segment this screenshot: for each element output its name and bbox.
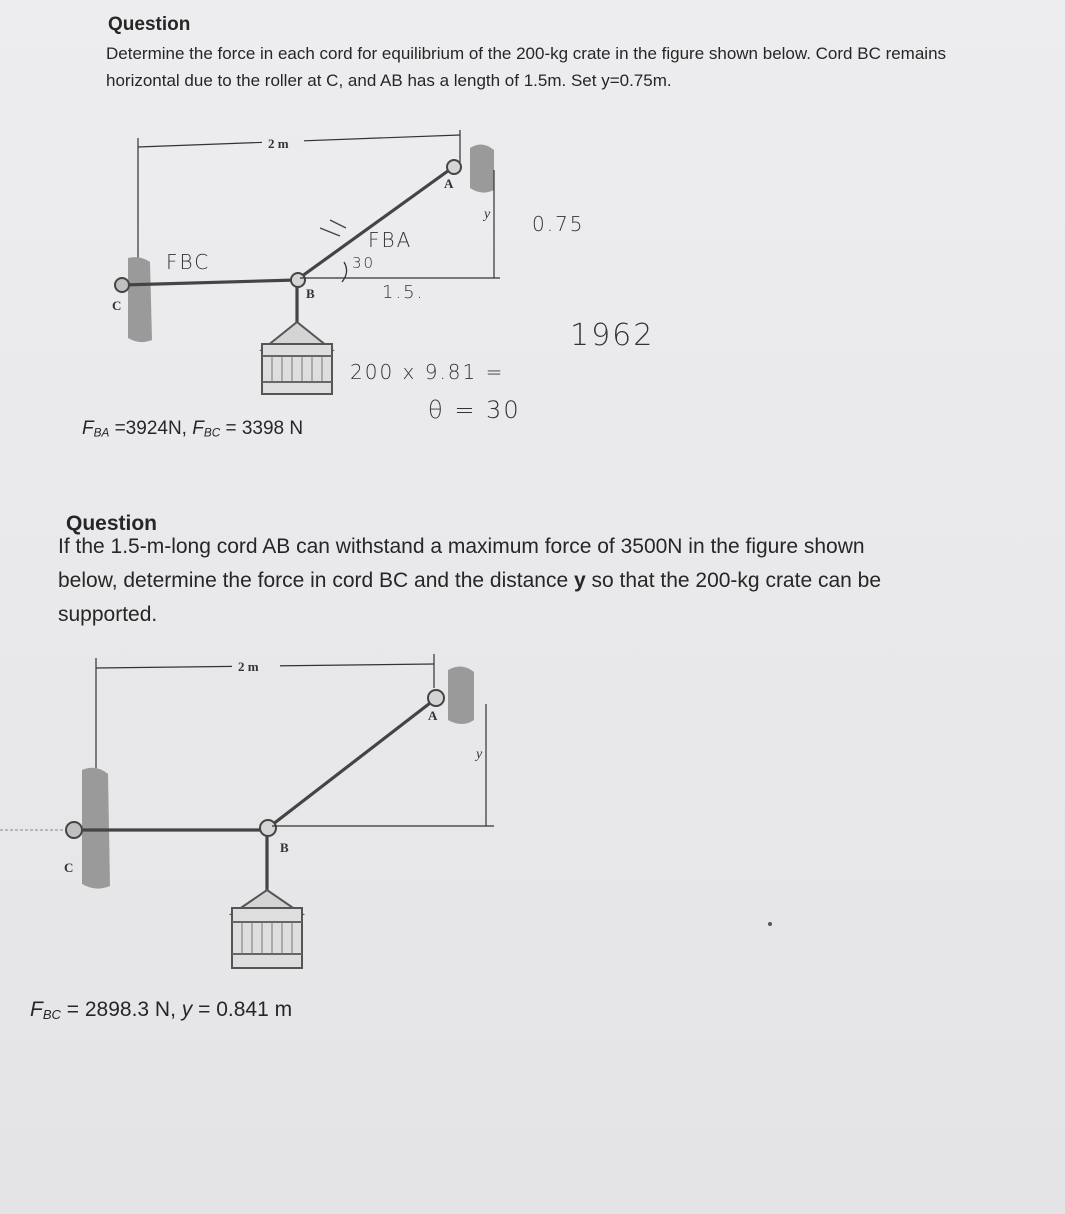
dimension-label: 2 m <box>268 136 289 151</box>
speck <box>768 922 772 926</box>
scribble <box>320 220 346 236</box>
fbc-subscript: BC <box>42 1006 61 1022</box>
label-y: y <box>476 747 483 762</box>
question-1-body: Determine the force in each cord for equilibrium of the 200-kg crate in the figure shown below. Cord BC remains horizontal due to the roller at C, and AB has a length of 1.5m. Set y=0.75m. <box>106 44 947 90</box>
question-1-title: Question <box>108 14 191 35</box>
question-2-body <box>58 530 1048 632</box>
figure-2 <box>0 640 1065 1000</box>
label-a: A <box>428 708 438 723</box>
question-2-line-3: supported. <box>58 603 158 626</box>
line-2-pre: below, determine the force in cord BC and the distance <box>58 569 574 592</box>
question-1-answer <box>82 418 303 440</box>
fbc-value: = 2898.3 N, <box>60 998 182 1021</box>
question-2-line-1: If the 1.5-m-long cord AB can withstand a maximum force of 3500N in the figure shown <box>58 535 865 558</box>
cord-ab <box>268 700 434 828</box>
handwritten-weight-result: 1962 <box>570 318 655 353</box>
label-b: B <box>280 840 289 855</box>
crate <box>232 890 302 968</box>
crate <box>262 322 332 394</box>
fbc-symbol: F <box>192 418 204 439</box>
ring-b <box>291 273 305 287</box>
question-2-answer <box>30 998 292 1022</box>
fbc-symbol: F <box>30 998 43 1021</box>
fbc-value: = 3398 N <box>220 418 304 439</box>
ring-c <box>115 278 129 292</box>
fba-subscript: BA <box>93 426 110 440</box>
question-2-line-2 <box>58 564 1048 598</box>
label-c: C <box>112 298 122 313</box>
handwritten-length: 1.5. <box>382 282 425 303</box>
y-value: = 0.841 m <box>192 998 293 1021</box>
fba-value: =3924N, <box>109 418 193 439</box>
handwritten-y-value: 0.75 <box>532 212 585 236</box>
handwritten-theta: θ = 30 <box>428 396 521 424</box>
handwritten-fba: FBA <box>368 228 413 252</box>
label-a: A <box>444 176 454 191</box>
label-b: B <box>306 286 315 301</box>
right-wall <box>470 144 494 192</box>
handwritten-fbc: FBC <box>166 250 211 274</box>
handwritten-weight-calc: 200 x 9.81 = <box>350 360 505 384</box>
y-symbol: y <box>181 998 193 1021</box>
label-y: y <box>484 207 491 222</box>
handwritten-angle: 30 <box>352 254 376 272</box>
angle-arc <box>342 262 347 282</box>
ring-a <box>447 160 461 174</box>
ring-c <box>66 822 82 838</box>
line-2-bold-y: y <box>573 569 586 592</box>
label-c: C <box>64 860 74 875</box>
left-wall <box>128 257 152 342</box>
right-wall <box>448 666 474 724</box>
line-2-post: so that the 200-kg crate can be <box>585 569 882 592</box>
dimension-label: 2 m <box>238 659 259 674</box>
ring-b <box>260 820 276 836</box>
ring-a <box>428 690 444 706</box>
fbc-subscript: BC <box>203 426 221 440</box>
fba-symbol: F <box>82 418 94 439</box>
left-wall <box>82 768 110 889</box>
question-2-title: Question <box>66 512 158 535</box>
